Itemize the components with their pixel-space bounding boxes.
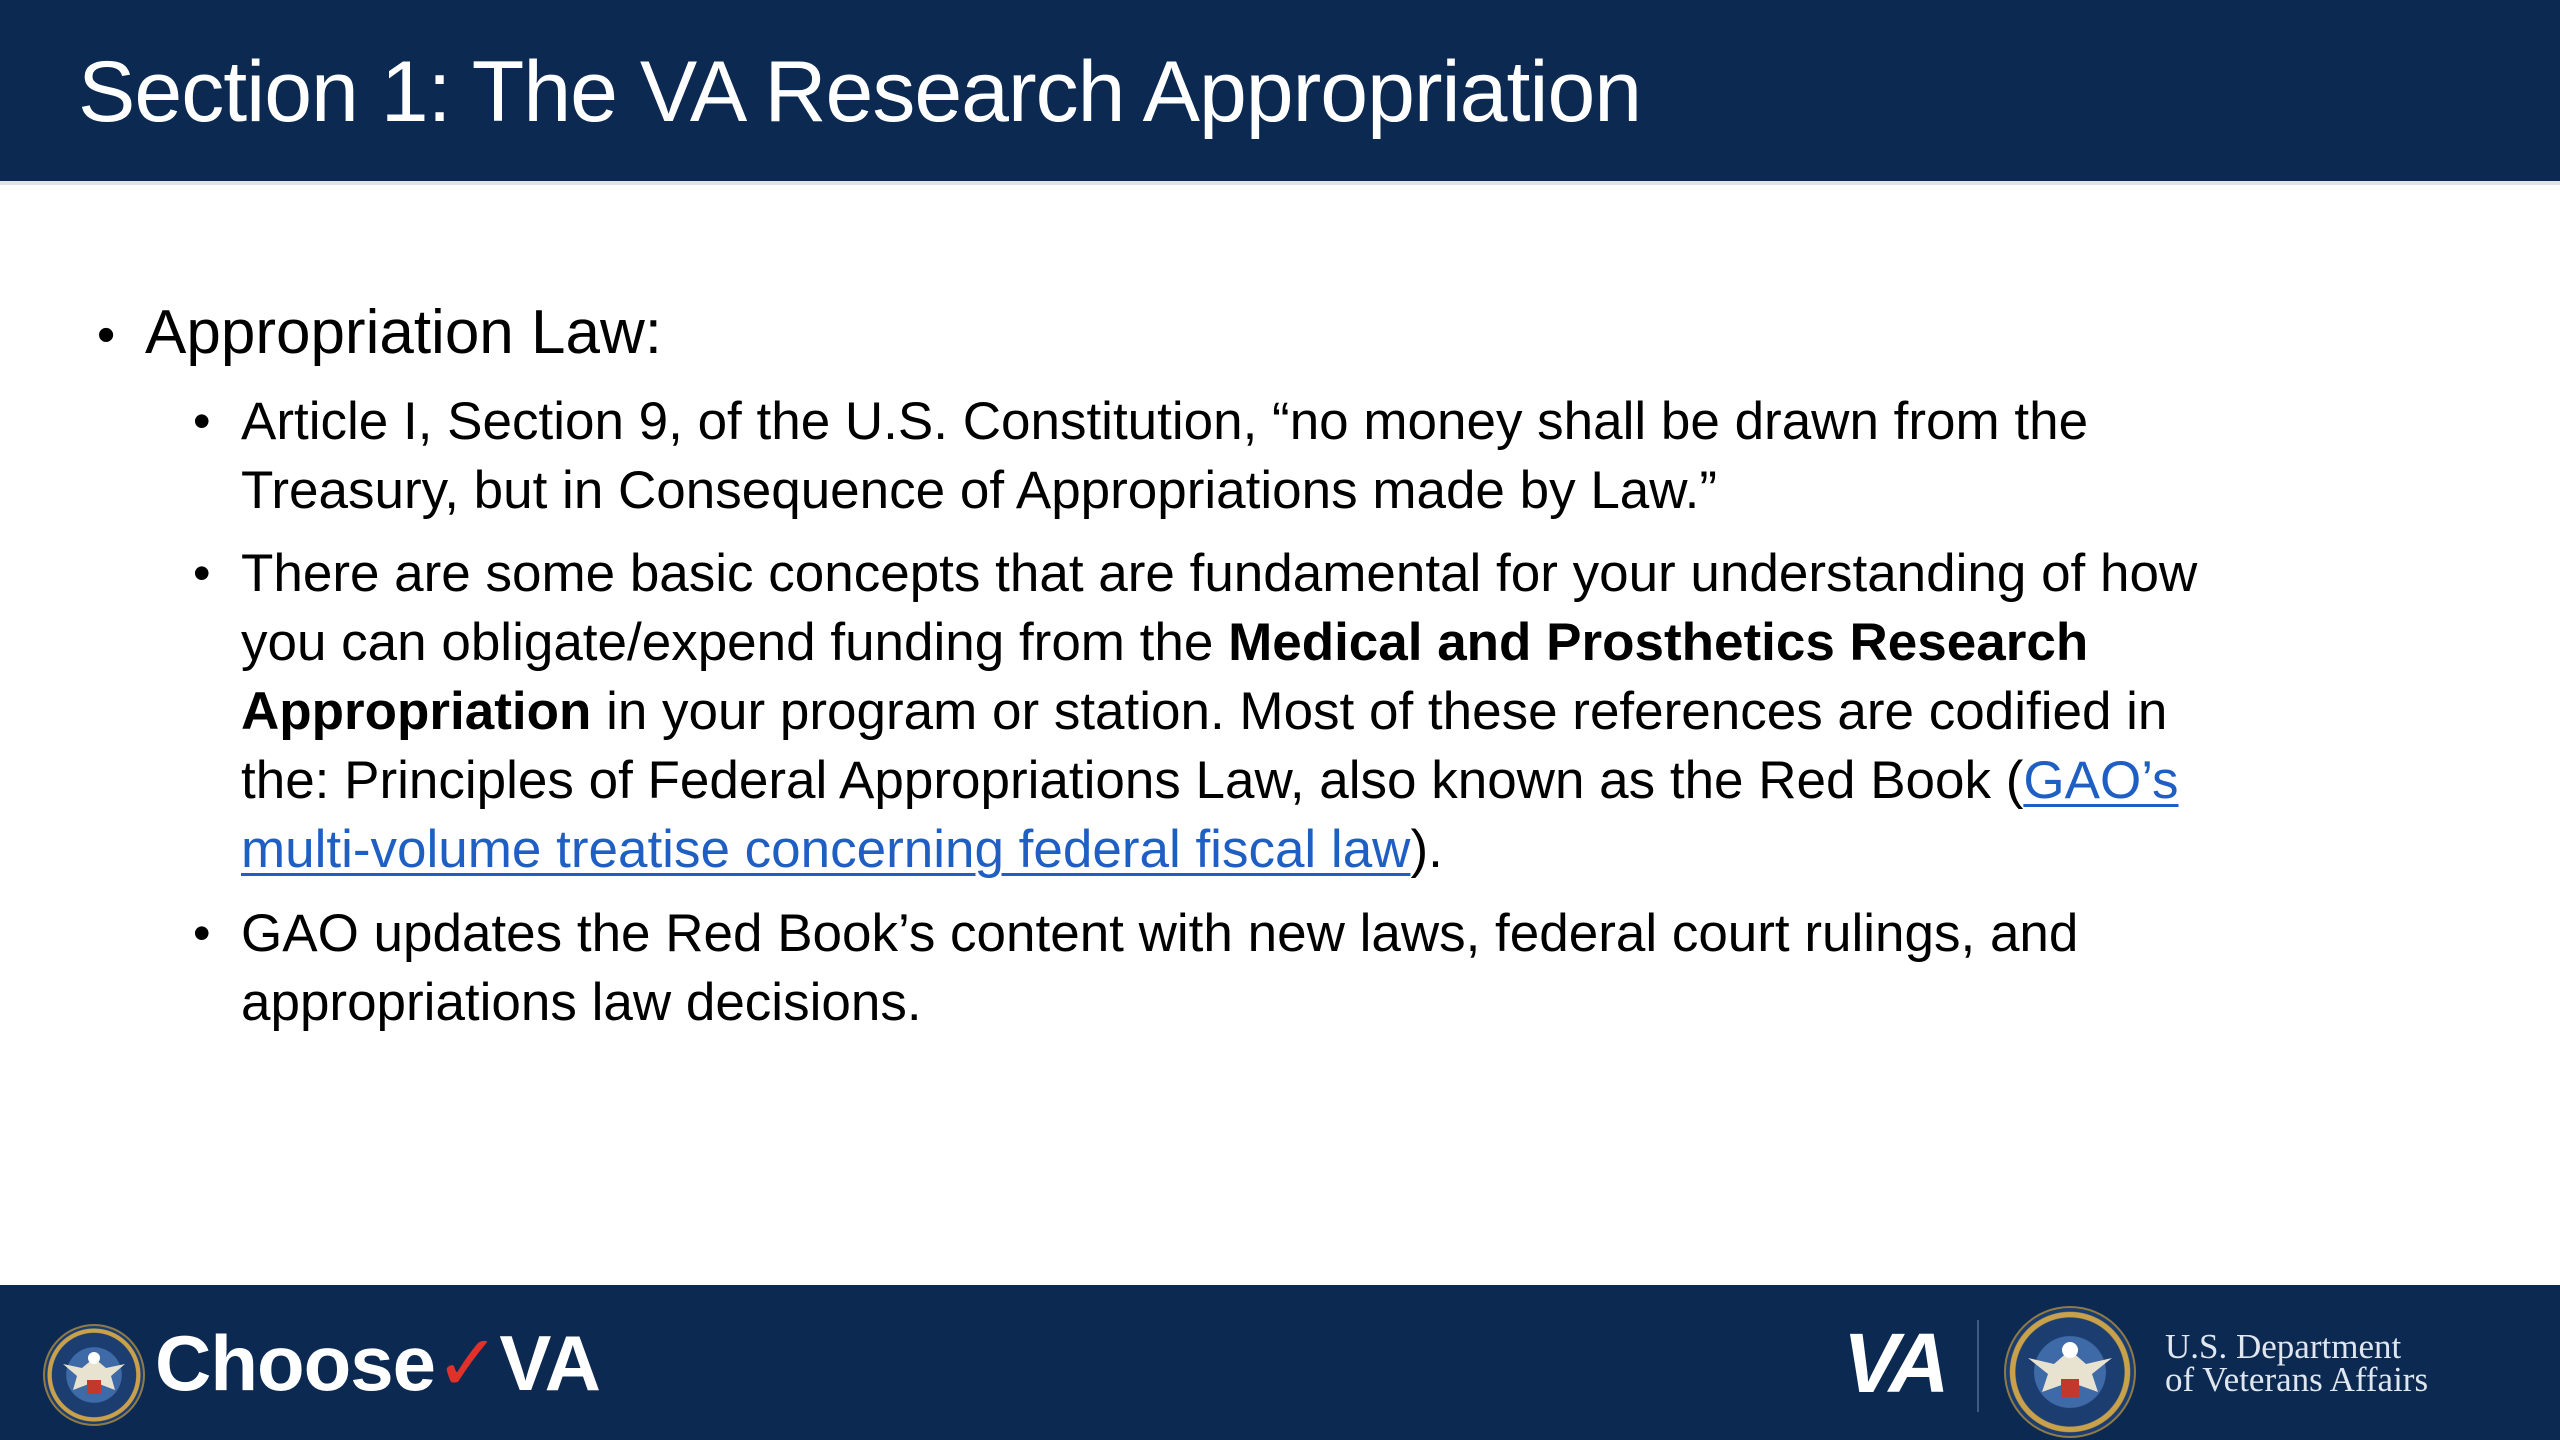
va-seal-icon <box>43 1324 145 1426</box>
sub-bullet-gao-updates <box>241 899 2481 1037</box>
sub-bullet-line: Treasury, but in Consequence of Appropriations made by Law.” <box>241 461 1718 520</box>
eagle-icon <box>43 1324 145 1426</box>
va-logo: VA <box>1843 1316 1946 1410</box>
sub-bullet-line: There are some basic concepts that are fundamental for your understanding of how <box>241 544 2198 603</box>
bullet-appropriation-law: Appropriation Law: <box>145 298 662 367</box>
va-seal-icon <box>2004 1306 2136 1438</box>
slide-title: Section 1: The VA Research Appropriation <box>78 44 1642 140</box>
department-name <box>2165 1327 2429 1399</box>
sub-bullet-basic-concepts <box>241 539 2481 884</box>
text-run: in your program or station. Most of these references are codified in <box>591 682 2168 741</box>
checkmark-icon: ✓ <box>435 1319 500 1407</box>
department-line: U.S. Department <box>2165 1327 2402 1366</box>
appropriation-name-bold: Medical and Prosthetics Research <box>1228 613 2089 672</box>
eagle-icon <box>2004 1306 2136 1438</box>
text-run: you can obligate/expend funding from the <box>241 613 1229 672</box>
text-run: the: Principles of Federal Appropriations Law, also known as the Red Book ( <box>241 751 2024 810</box>
bullet-icon: • <box>193 393 211 449</box>
red-book-link[interactable]: GAO’s <box>2023 751 2179 810</box>
bullet-icon: • <box>97 306 116 364</box>
sub-bullet-line <box>241 746 2481 815</box>
choose-va-text: VA <box>499 1319 600 1407</box>
appropriation-name-bold: Appropriation <box>241 682 592 741</box>
department-line: of Veterans Affairs <box>2165 1360 2429 1399</box>
sub-bullet-line <box>241 815 2481 884</box>
sub-bullet-line: Article I, Section 9, of the U.S. Constitution, “no money shall be drawn from the <box>241 392 2089 451</box>
sub-bullet-constitution <box>241 387 2481 525</box>
sub-bullet-line <box>241 677 2481 746</box>
choose-va-logo <box>155 1313 600 1413</box>
bullet-icon: • <box>193 545 211 601</box>
sub-bullet-line: GAO updates the Red Book’s content with new laws, federal court rulings, and <box>241 904 2079 963</box>
red-book-link[interactable]: multi-volume treatise concerning federal fiscal law <box>241 820 1411 879</box>
sub-bullet-line <box>241 608 2481 677</box>
choose-text: Choose <box>155 1319 436 1407</box>
bullet-icon: • <box>193 905 211 961</box>
logo-divider <box>1977 1320 1979 1412</box>
text-run: ). <box>1410 820 1443 879</box>
sub-bullet-line: appropriations law decisions. <box>241 973 922 1032</box>
